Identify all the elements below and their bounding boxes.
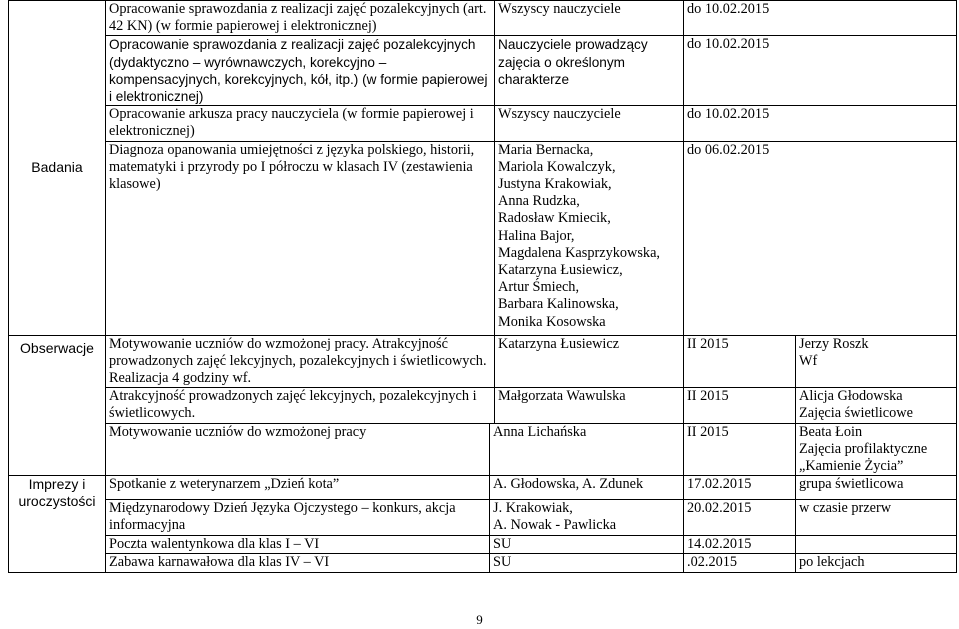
- term-cell: II 2015: [684, 423, 796, 476]
- organizer-name: J. Krakowiak,: [493, 500, 573, 517]
- date-cell: 14.02.2015: [684, 536, 796, 554]
- organizer-cell: SU: [490, 554, 684, 572]
- organizer-cell: [490, 500, 684, 536]
- date-cell: 20.02.2015: [684, 500, 796, 536]
- deadline-cell: do 06.02.2015: [684, 141, 957, 335]
- event-cell: Zabawa karnawałowa dla klas IV – VI: [106, 554, 490, 572]
- term-cell: II 2015: [684, 388, 796, 423]
- table-row: [9, 106, 957, 141]
- observer-cell: [796, 423, 957, 476]
- deadline-cell: do 10.02.2015: [684, 36, 957, 106]
- observer-subject: Wf: [799, 352, 818, 369]
- task-cell: Atrakcyjność prowadzonych zajęć lekcyjnych, pozalekcyjnych i świetlicowych.: [106, 388, 495, 423]
- teacher-name: Magdalena Kasprzykowska,: [498, 244, 660, 261]
- date-cell: .02.2015: [684, 554, 796, 572]
- observer-cell: [796, 335, 957, 388]
- teacher-cell: Anna Lichańska: [490, 423, 684, 476]
- event-cell: Spotkanie z weterynarzem „Dzień kota”: [106, 476, 490, 500]
- observer-subject: Zajęcia profilaktyczne: [799, 440, 928, 457]
- teacher-cell: Małgorzata Wawulska: [495, 388, 684, 423]
- term-cell: II 2015: [684, 335, 796, 388]
- observer-name: Beata Łoin: [799, 423, 863, 440]
- category-imprezy: Imprezy i uroczystości: [9, 476, 106, 572]
- note-cell: po lekcjach: [796, 554, 957, 572]
- schedule-table: [8, 0, 957, 573]
- table-row: [9, 500, 957, 536]
- deadline-cell: do 10.02.2015: [684, 1, 957, 36]
- responsible-cell: Wszyscy nauczyciele: [495, 106, 684, 141]
- organizer-cell: SU: [490, 536, 684, 554]
- table-row: [9, 141, 957, 335]
- observer-cell: [796, 388, 957, 423]
- teacher-name: Mariola Kowalczyk,: [498, 158, 616, 175]
- table-row: [9, 36, 957, 106]
- organizer-name: A. Nowak - Pawlicka: [493, 517, 617, 534]
- responsible-cell: Wszyscy nauczyciele: [495, 1, 684, 36]
- teacher-name: Barbara Kalinowska,: [498, 296, 619, 313]
- task-cell: Diagnoza opanowania umiejętności z języka polskiego, historii, matematyki i przyrody po I półroczu w klasach IV (zestawienia klasowe): [106, 141, 495, 335]
- teacher-name: Artur Śmiech,: [498, 279, 580, 296]
- schedule-sheet: [8, 0, 956, 573]
- category-obserwacje: Obserwacje: [9, 335, 106, 476]
- task-cell: Opracowanie sprawozdania z realizacji zajęć pozalekcyjnych (dydaktyczno – wyrównawczych, korekcyjno – kompensacyjnych, korekcyjnych, kół, itp.) (w formie papierowej i elektronicznej): [106, 36, 495, 106]
- observer-name: Alicja Głodowska: [799, 388, 903, 405]
- table-row: [9, 536, 957, 554]
- teacher-name: Katarzyna Łusiewicz,: [498, 262, 623, 279]
- teacher-name: Monika Kosowska: [498, 313, 606, 330]
- table-row: [9, 476, 957, 500]
- date-cell: 17.02.2015: [684, 476, 796, 500]
- note-cell: grupa świetlicowa: [796, 476, 957, 500]
- observer-name: Jerzy Roszk: [799, 335, 869, 352]
- observer-subject: Zajęcia świetlicowe: [799, 405, 913, 422]
- responsible-cell: Nauczyciele prowadzący zajęcia o określonym charakterze: [495, 36, 684, 106]
- table-row: [9, 388, 957, 423]
- event-cell: Międzynarodowy Dzień Języka Ojczystego – konkurs, akcja informacyjna: [106, 500, 490, 536]
- teacher-name: Anna Rudzka,: [498, 193, 580, 210]
- teacher-cell: Katarzyna Łusiewicz: [495, 335, 684, 388]
- task-cell: Opracowanie sprawozdania z realizacji zajęć pozalekcyjnych (art. 42 KN) (w formie papierowej i elektronicznej): [106, 1, 495, 36]
- organizer-cell: A. Głodowska, A. Zdunek: [490, 476, 684, 500]
- teacher-name: Halina Bajor,: [498, 227, 575, 244]
- teacher-name: Justyna Krakowiak,: [498, 176, 612, 193]
- task-cell: Motywowanie uczniów do wzmożonej pracy. Atrakcyjność prowadzonych zajęć lekcyjnych, pozalekcyjnych i świetlicowych. Realizacja 4 godziny wf.: [106, 335, 495, 388]
- table-row: [9, 423, 957, 476]
- note-cell: [796, 536, 957, 554]
- deadline-cell: do 10.02.2015: [684, 106, 957, 141]
- table-row: [9, 554, 957, 572]
- category-badania: Badania: [9, 1, 106, 336]
- table-row: [9, 1, 957, 36]
- observer-program: „Kamienie Życia”: [799, 458, 904, 475]
- page-number: 9: [476, 612, 483, 627]
- teacher-name: Radosław Kmiecik,: [498, 210, 611, 227]
- note-cell: w czasie przerw: [796, 500, 957, 536]
- table-row: [9, 335, 957, 388]
- event-cell: Poczta walentynkowa dla klas I – VI: [106, 536, 490, 554]
- task-cell: Opracowanie arkusza pracy nauczyciela (w formie papierowej i elektronicznej): [106, 106, 495, 141]
- task-cell: Motywowanie uczniów do wzmożonej pracy: [106, 423, 490, 476]
- responsible-list-cell: [495, 141, 684, 335]
- teacher-name: Maria Bernacka,: [498, 141, 594, 158]
